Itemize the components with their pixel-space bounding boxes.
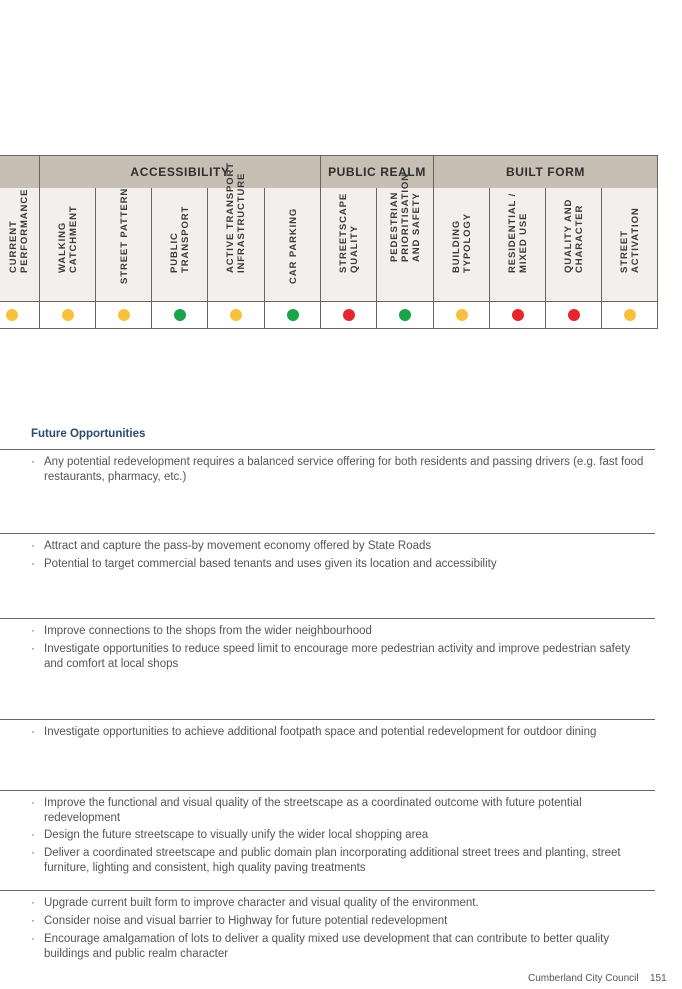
bullet-icon: ·: [31, 897, 35, 909]
bullet-text: Improve the functional and visual quality of the streetscape as a coordinated outcome with future potential redevelopment: [44, 797, 582, 824]
rating-cell: [207, 302, 264, 328]
bullet-icon: ·: [31, 625, 35, 637]
bullet-icon: ·: [31, 933, 35, 945]
rating-dot: [568, 309, 580, 321]
col-label: CURRENT PERFORMANCE: [7, 188, 30, 273]
bullet-icon: ·: [31, 558, 35, 570]
rating-dot: [118, 309, 130, 321]
footer-council-name: Cumberland City Council: [528, 973, 639, 984]
bullet-text: Encourage amalgamation of lots to deliver a quality mixed use development that can contribute to better quality buildings and public realm character: [44, 933, 610, 960]
rating-cell: [545, 302, 601, 328]
rating-cell: [489, 302, 545, 328]
bullet-item: [31, 539, 651, 554]
bullet-item: [31, 932, 651, 962]
bullet-text: Upgrade current built form to improve character and visual quality of the environment.: [44, 897, 479, 909]
bullet-icon: ·: [31, 643, 35, 655]
bullet-icon: ·: [31, 726, 35, 738]
bullet-icon: ·: [31, 829, 35, 841]
rating-dot: [287, 309, 299, 321]
rating-dot: [62, 309, 74, 321]
rating-dot: [343, 309, 355, 321]
bullet-item: [31, 828, 651, 843]
col-street-pattern: [95, 188, 151, 301]
col-residential-mixed-use: [489, 188, 545, 301]
group-public-realm: PUBLIC REALM: [320, 156, 433, 188]
rating-cell: [39, 302, 95, 328]
col-street-activation: [601, 188, 658, 301]
bullet-icon: ·: [31, 540, 35, 552]
bullet-text: Consider noise and visual barrier to Highway for future potential redevelopment: [44, 915, 448, 927]
future-opportunities-title: Future Opportunities: [31, 428, 146, 440]
rating-cell: [264, 302, 320, 328]
rating-cell: [0, 302, 39, 328]
opportunity-section: [0, 719, 655, 791]
col-pedestrian-prioritisation: [376, 173, 433, 301]
opportunity-section: [0, 890, 655, 966]
rating-cell: [601, 302, 658, 328]
col-label: ACTIVE TRANSPORT INFRASTRUCTURE: [225, 162, 247, 273]
bullet-icon: ·: [31, 797, 35, 809]
bullet-item: [31, 914, 651, 929]
bullet-item: [31, 796, 651, 826]
bullet-text: Any potential redevelopment requires a balanced service offering for both residents and passing drivers (e.g. fast food restaurants, pharmacy, etc.): [44, 456, 644, 483]
col-quality-character: [545, 188, 601, 301]
rating-row: [0, 301, 658, 329]
bullet-item: [31, 624, 651, 639]
rating-cell: [95, 302, 151, 328]
col-label: STREET ACTIVATION: [618, 207, 641, 273]
rating-dot: [399, 309, 411, 321]
col-public-transport: [151, 188, 207, 301]
col-building-typology: [433, 188, 489, 301]
bullet-text: Investigate opportunities to reduce speed limit to encourage more pedestrian activity and improve pedestrian safety and comfort at local shops: [44, 643, 631, 670]
col-car-parking: [264, 188, 320, 301]
bullet-item: [31, 557, 651, 572]
group-header-row: [0, 156, 658, 189]
group-current: [0, 156, 39, 188]
bullet-icon: ·: [31, 915, 35, 927]
col-label: RESIDENTIAL / MIXED USE: [506, 192, 529, 273]
rating-dot: [456, 309, 468, 321]
col-label: WALKING CATCHMENT: [56, 205, 79, 273]
col-label: QUALITY AND CHARACTER: [562, 198, 585, 273]
bullet-text: Design the future streetscape to visually unify the wider local shopping area: [44, 829, 429, 841]
bullet-text: Investigate opportunities to achieve additional footpath space and potential redevelopment for outdoor dining: [44, 726, 597, 738]
bullet-icon: ·: [31, 456, 35, 468]
group-accessibility: ACCESSIBILITY: [39, 156, 320, 188]
col-current-performance: [0, 188, 39, 301]
col-label: PUBLIC TRANSPORT: [168, 205, 191, 273]
rating-dot: [174, 309, 186, 321]
col-walking-catchment: [39, 188, 95, 301]
rating-cell: [433, 302, 489, 328]
opportunity-section: [0, 618, 655, 720]
col-label: PEDESTRIAN PRIORITISATION AND SAFETY: [389, 173, 422, 262]
rating-cell: [376, 302, 433, 328]
col-label: BUILDING TYPOLOGY: [450, 213, 473, 273]
bullet-icon: ·: [31, 847, 35, 859]
rating-dot: [624, 309, 636, 321]
bullet-text: Improve connections to the shops from the wider neighbourhood: [44, 625, 372, 637]
performance-table: [0, 155, 658, 284]
rating-dot: [512, 309, 524, 321]
col-active-transport: [207, 162, 264, 301]
bullet-text: Deliver a coordinated streetscape and public domain plan incorporating additional street trees and planting, street furniture, lighting and consistent, high quality paving treatments: [44, 847, 621, 874]
group-built-form: BUILT FORM: [433, 156, 658, 188]
col-streetscape-quality: [320, 188, 376, 301]
opportunity-section: [0, 533, 655, 619]
footer-page-number: 151: [650, 973, 667, 984]
bullet-item: [31, 846, 651, 876]
col-label: STREETSCAPE QUALITY: [337, 192, 360, 273]
bullet-item: [31, 725, 651, 740]
bullet-item: [31, 642, 651, 672]
bullet-item: [31, 896, 651, 911]
col-label: STREET PATTERN: [118, 187, 130, 284]
rating-dot: [230, 309, 242, 321]
bullet-text: Potential to target commercial based tenants and uses given its location and accessibility: [44, 558, 497, 570]
opportunity-section: [0, 449, 655, 534]
opportunity-section: [0, 790, 655, 891]
rating-cell: [320, 302, 376, 328]
bullet-text: Attract and capture the pass-by movement economy offered by State Roads: [44, 540, 432, 552]
rating-dot: [6, 309, 18, 321]
bullet-item: [31, 455, 651, 485]
rating-cell: [151, 302, 207, 328]
col-label: CAR PARKING: [287, 207, 299, 284]
